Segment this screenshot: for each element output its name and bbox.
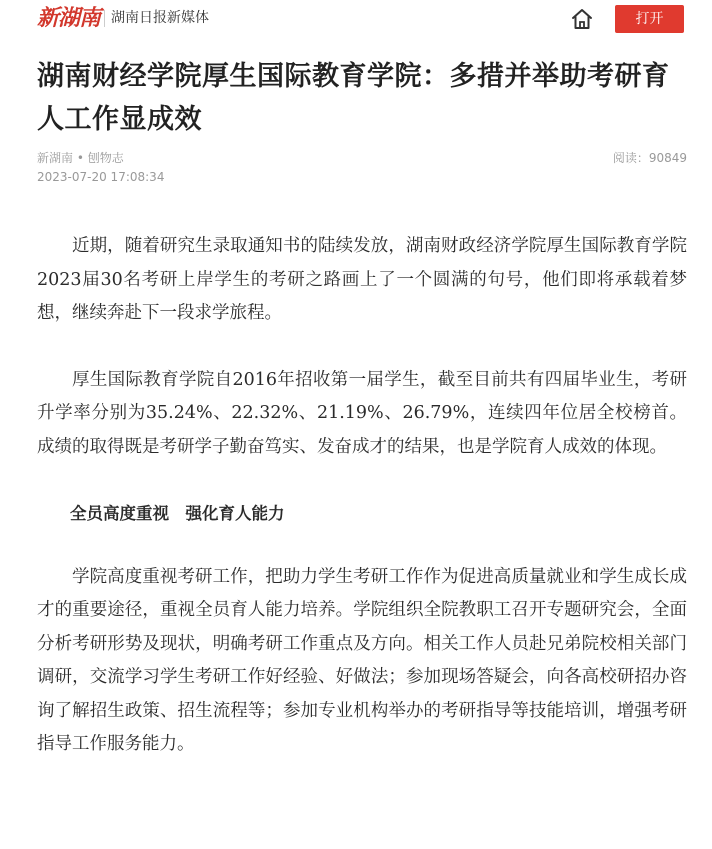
article-paragraph: 学院高度重视考研工作，把助力学生考研工作作为促进高质量就业和学生成长成才的重要途径，重视全员育人能力培养。学院组织全院教职工召开专题研究会，全面分析考研形势及现状，明确考研工作重点及方向。相关工作人员赴兄弟院校相关部门调研，交流学习学生考研工作好经验、好做法；参加现场答疑会，向各高校研招办咨询了解招生政策、招生流程等；参加专业机构举办的考研指导等技能培训，增强考研指导工作服务能力。 (37, 566, 687, 754)
app-logo[interactable]: 新湖南 (37, 5, 101, 31)
publish-datetime: 2023-07-20 17:08:34 (37, 170, 165, 184)
header-subtitle: 湖南日报新媒体 (111, 10, 209, 26)
read-count: 阅读：90849 (612, 151, 687, 165)
article-source: 新湖南 • 刨物志 (37, 151, 124, 165)
section-heading: 全员高度重视 强化育人能力 (70, 504, 285, 523)
top-bar (0, 0, 712, 38)
home-icon (569, 6, 595, 32)
home-button[interactable] (569, 6, 595, 32)
header-divider (104, 10, 105, 27)
article-body (37, 230, 687, 795)
article-paragraph: 近期，随着研究生录取通知书的陆续发放，湖南财政经济学院厚生国际教育学院2023届30名考研上岸学生的考研之路画上了一个圆满的句号，他们即将承载着梦想，继续奔赴下一段求学旅程。 (37, 236, 687, 323)
open-app-button[interactable]: 打开 (615, 5, 684, 33)
article-paragraph: 厚生国际教育学院自2016年招收第一届学生，截至目前共有四届毕业生，考研升学率分别为35.24%、22.32%、21.19%、26.79%，连续四年位居全校榜首。成绩的取得既是考研学子勤奋笃实、发奋成才的结果，也是学院育人成效的体现。 (37, 369, 687, 457)
article-title: 湖南财经学院厚生国际教育学院：多措并举助考研育人工作显成效 (37, 61, 670, 135)
